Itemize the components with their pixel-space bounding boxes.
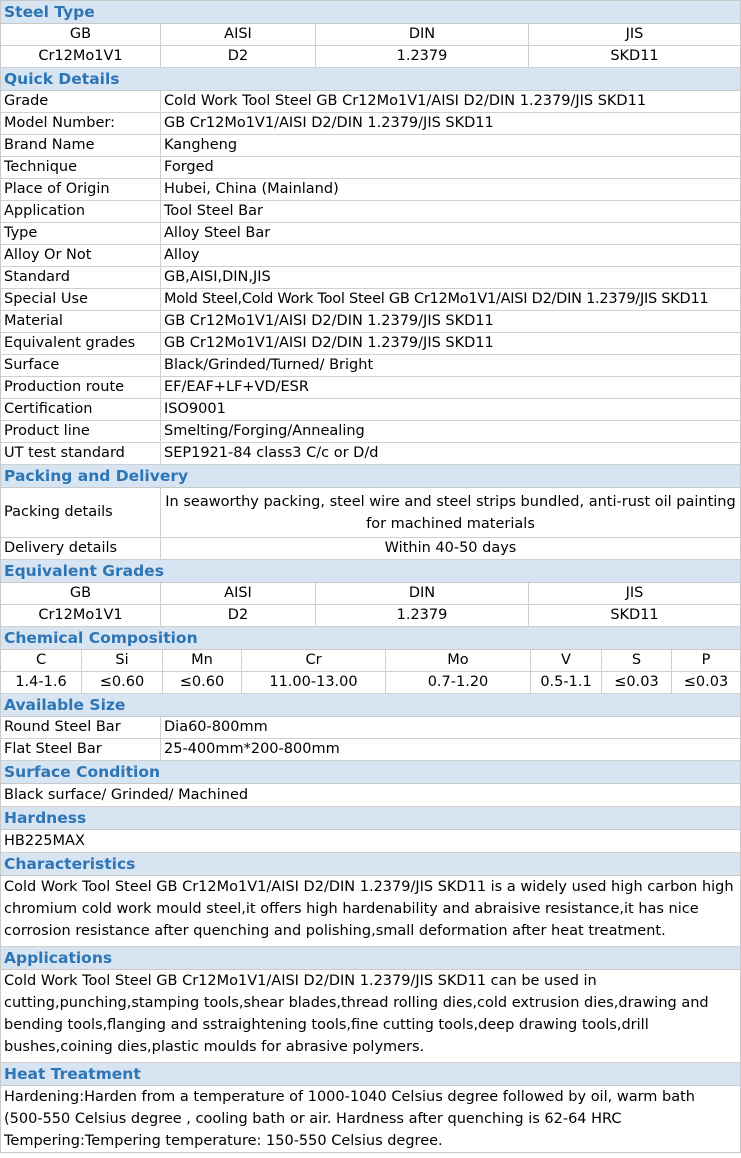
chem-value-mn: ≤0.60 bbox=[163, 672, 242, 693]
table-row bbox=[1, 223, 740, 245]
size-label: Flat Steel Bar bbox=[1, 739, 161, 760]
section-equivalent-grades: Equivalent Grades bbox=[1, 560, 740, 583]
grade-header-aisi: AISI bbox=[161, 24, 316, 45]
detail-label: Special Use bbox=[1, 289, 161, 310]
grade-value-aisi: D2 bbox=[161, 46, 316, 67]
table-row bbox=[1, 333, 740, 355]
equivalent-header-gb: GB bbox=[1, 583, 161, 604]
chem-value-mo: 0.7-1.20 bbox=[386, 672, 531, 693]
detail-label: Standard bbox=[1, 267, 161, 288]
detail-value: GB Cr12Mo1V1/AISI D2/DIN 1.2379/JIS SKD11 bbox=[164, 313, 494, 329]
section-chemical-composition: Chemical Composition bbox=[1, 627, 740, 650]
chem-header-si: Si bbox=[82, 650, 163, 671]
detail-value: GB,AISI,DIN,JIS bbox=[164, 269, 271, 285]
detail-value: Kangheng bbox=[164, 137, 238, 153]
section-characteristics: Characteristics bbox=[1, 853, 740, 876]
detail-label: Place of Origin bbox=[1, 179, 161, 200]
chem-header-mo: Mo bbox=[386, 650, 531, 671]
section-surface-condition: Surface Condition bbox=[1, 761, 740, 784]
section-quick-details: Quick Details bbox=[1, 68, 740, 91]
equivalent-value-gb: Cr12Mo1V1 bbox=[1, 605, 161, 626]
detail-value: EF/EAF+LF+VD/ESR bbox=[164, 379, 309, 395]
table-row bbox=[1, 717, 740, 739]
chem-value-c: 1.4-1.6 bbox=[1, 672, 82, 693]
detail-label: Certification bbox=[1, 399, 161, 420]
grade-header-row bbox=[1, 24, 740, 46]
grade-value-din: 1.2379 bbox=[316, 46, 529, 67]
table-row bbox=[1, 739, 740, 761]
table-row bbox=[1, 289, 740, 311]
chem-header-s: S bbox=[602, 650, 672, 671]
chem-header-v: V bbox=[531, 650, 602, 671]
hardness-text: HB225MAX bbox=[1, 830, 740, 853]
applications-text: Cold Work Tool Steel GB Cr12Mo1V1/AISI D2/DIN 1.2379/JIS SKD11 can be used in cutting,punching,stamping tools,shear blades,thread rolling dies,cold extrusion dies,drawing and bending tools,flanging and sstraightening tools,fine cutting tools,deep drawing tools,drill bushes,coining dies,plastic moulds for abrasive polymers. bbox=[1, 970, 740, 1063]
detail-label: Material bbox=[1, 311, 161, 332]
equivalent-header-jis: JIS bbox=[625, 585, 644, 601]
table-row bbox=[1, 421, 740, 443]
detail-value: GB Cr12Mo1V1/AISI D2/DIN 1.2379/JIS SKD11 bbox=[164, 115, 494, 131]
grade-value-jis: SKD11 bbox=[610, 48, 659, 64]
detail-label: Alloy Or Not bbox=[1, 245, 161, 266]
table-row bbox=[1, 377, 740, 399]
detail-label: Grade bbox=[1, 91, 161, 112]
chemical-value-row bbox=[1, 672, 740, 694]
detail-label: Technique bbox=[1, 157, 161, 178]
packing-row bbox=[1, 488, 740, 538]
equivalent-value-jis: SKD11 bbox=[610, 607, 659, 623]
table-row bbox=[1, 443, 740, 465]
grade-header-gb: GB bbox=[1, 24, 161, 45]
detail-value: Hubei, China (Mainland) bbox=[164, 181, 339, 197]
detail-value: Tool Steel Bar bbox=[164, 203, 263, 219]
section-packing-delivery: Packing and Delivery bbox=[1, 465, 740, 488]
detail-label: Brand Name bbox=[1, 135, 161, 156]
delivery-value: Within 40-50 days bbox=[384, 540, 517, 556]
detail-label: Production route bbox=[1, 377, 161, 398]
detail-label: Surface bbox=[1, 355, 161, 376]
chem-header-mn: Mn bbox=[163, 650, 242, 671]
size-value: 25-400mm*200-800mm bbox=[164, 741, 340, 757]
section-hardness: Hardness bbox=[1, 807, 740, 830]
detail-value: Mold Steel,Cold Work Tool Steel GB Cr12Mo1V1/AISI D2/DIN 1.2379/JIS SKD11 bbox=[164, 291, 709, 307]
delivery-label: Delivery details bbox=[1, 538, 161, 559]
delivery-row bbox=[1, 538, 740, 560]
table-row bbox=[1, 157, 740, 179]
chem-value-s: ≤0.03 bbox=[602, 672, 672, 693]
detail-value: Smelting/Forging/Annealing bbox=[164, 423, 365, 439]
chem-value-p: ≤0.03 bbox=[683, 674, 729, 690]
table-row bbox=[1, 113, 740, 135]
table-row bbox=[1, 91, 740, 113]
chem-header-p: P bbox=[701, 652, 711, 668]
detail-value: Black/Grinded/Turned/ Bright bbox=[164, 357, 374, 373]
heat-treatment-block bbox=[1, 1086, 740, 1152]
equivalent-header-din: DIN bbox=[316, 583, 529, 604]
grade-value-gb: Cr12Mo1V1 bbox=[1, 46, 161, 67]
packing-value: In seaworthy packing, steel wire and steel strips bundled, anti-rust oil painting for machined materials bbox=[165, 494, 736, 532]
detail-value: Alloy bbox=[164, 247, 200, 263]
table-row bbox=[1, 355, 740, 377]
chem-header-cr: Cr bbox=[242, 650, 386, 671]
table-row bbox=[1, 311, 740, 333]
equivalent-value-din: 1.2379 bbox=[316, 605, 529, 626]
chem-value-si: ≤0.60 bbox=[82, 672, 163, 693]
size-value: Dia60-800mm bbox=[164, 719, 268, 735]
grade-header-din: DIN bbox=[316, 24, 529, 45]
chem-header-c: C bbox=[1, 650, 82, 671]
section-heat-treatment: Heat Treatment bbox=[1, 1063, 740, 1086]
detail-value: GB Cr12Mo1V1/AISI D2/DIN 1.2379/JIS SKD11 bbox=[164, 335, 494, 351]
table-row bbox=[1, 201, 740, 223]
detail-value: Alloy Steel Bar bbox=[164, 225, 271, 241]
table-row bbox=[1, 267, 740, 289]
equivalent-value-row bbox=[1, 605, 740, 627]
chem-value-cr: 11.00-13.00 bbox=[242, 672, 386, 693]
table-row bbox=[1, 399, 740, 421]
equivalent-header-aisi: AISI bbox=[161, 583, 316, 604]
size-label: Round Steel Bar bbox=[1, 717, 161, 738]
characteristics-text: Cold Work Tool Steel GB Cr12Mo1V1/AISI D2/DIN 1.2379/JIS SKD11 is a widely used high carbon high chromium cold work mould steel,it offers high hardenability and abraisive resistance,it has nice corrosion resistance after quenching and polishing,small deformation after heat treatment. bbox=[1, 876, 740, 947]
chemical-header-row bbox=[1, 650, 740, 672]
grade-header-jis: JIS bbox=[625, 26, 644, 42]
packing-label: Packing details bbox=[1, 488, 161, 537]
detail-label: Application bbox=[1, 201, 161, 222]
section-steel-type: Steel Type bbox=[1, 1, 740, 24]
equivalent-value-aisi: D2 bbox=[161, 605, 316, 626]
detail-value: Cold Work Tool Steel GB Cr12Mo1V1/AISI D2/DIN 1.2379/JIS SKD11 bbox=[164, 93, 647, 109]
detail-label: Model Number: bbox=[1, 113, 161, 134]
section-applications: Applications bbox=[1, 947, 740, 970]
detail-label: UT test standard bbox=[1, 443, 161, 464]
detail-value: SEP1921-84 class3 C/c or D/d bbox=[164, 445, 379, 461]
detail-label: Product line bbox=[1, 421, 161, 442]
tempering-text: Tempering:Tempering temperature: 150-550 Celsius degree. bbox=[4, 1133, 443, 1149]
hardening-text: Hardening:Harden from a temperature of 1000-1040 Celsius degree followed by oil, warm bath (500-550 Celsius degree , cooling bath or air. Hardness after quenching is 62-64 HRC bbox=[4, 1089, 695, 1127]
quick-details-table bbox=[1, 91, 740, 465]
table-row bbox=[1, 135, 740, 157]
section-available-size: Available Size bbox=[1, 694, 740, 717]
detail-value: Forged bbox=[164, 159, 214, 175]
detail-label: Type bbox=[1, 223, 161, 244]
surface-text: Black surface/ Grinded/ Machined bbox=[1, 784, 740, 807]
detail-label: Equivalent grades bbox=[1, 333, 161, 354]
chem-value-v: 0.5-1.1 bbox=[531, 672, 602, 693]
detail-value: ISO9001 bbox=[164, 401, 226, 417]
table-row bbox=[1, 179, 740, 201]
table-row bbox=[1, 245, 740, 267]
equivalent-header-row bbox=[1, 583, 740, 605]
grade-value-row bbox=[1, 46, 740, 68]
